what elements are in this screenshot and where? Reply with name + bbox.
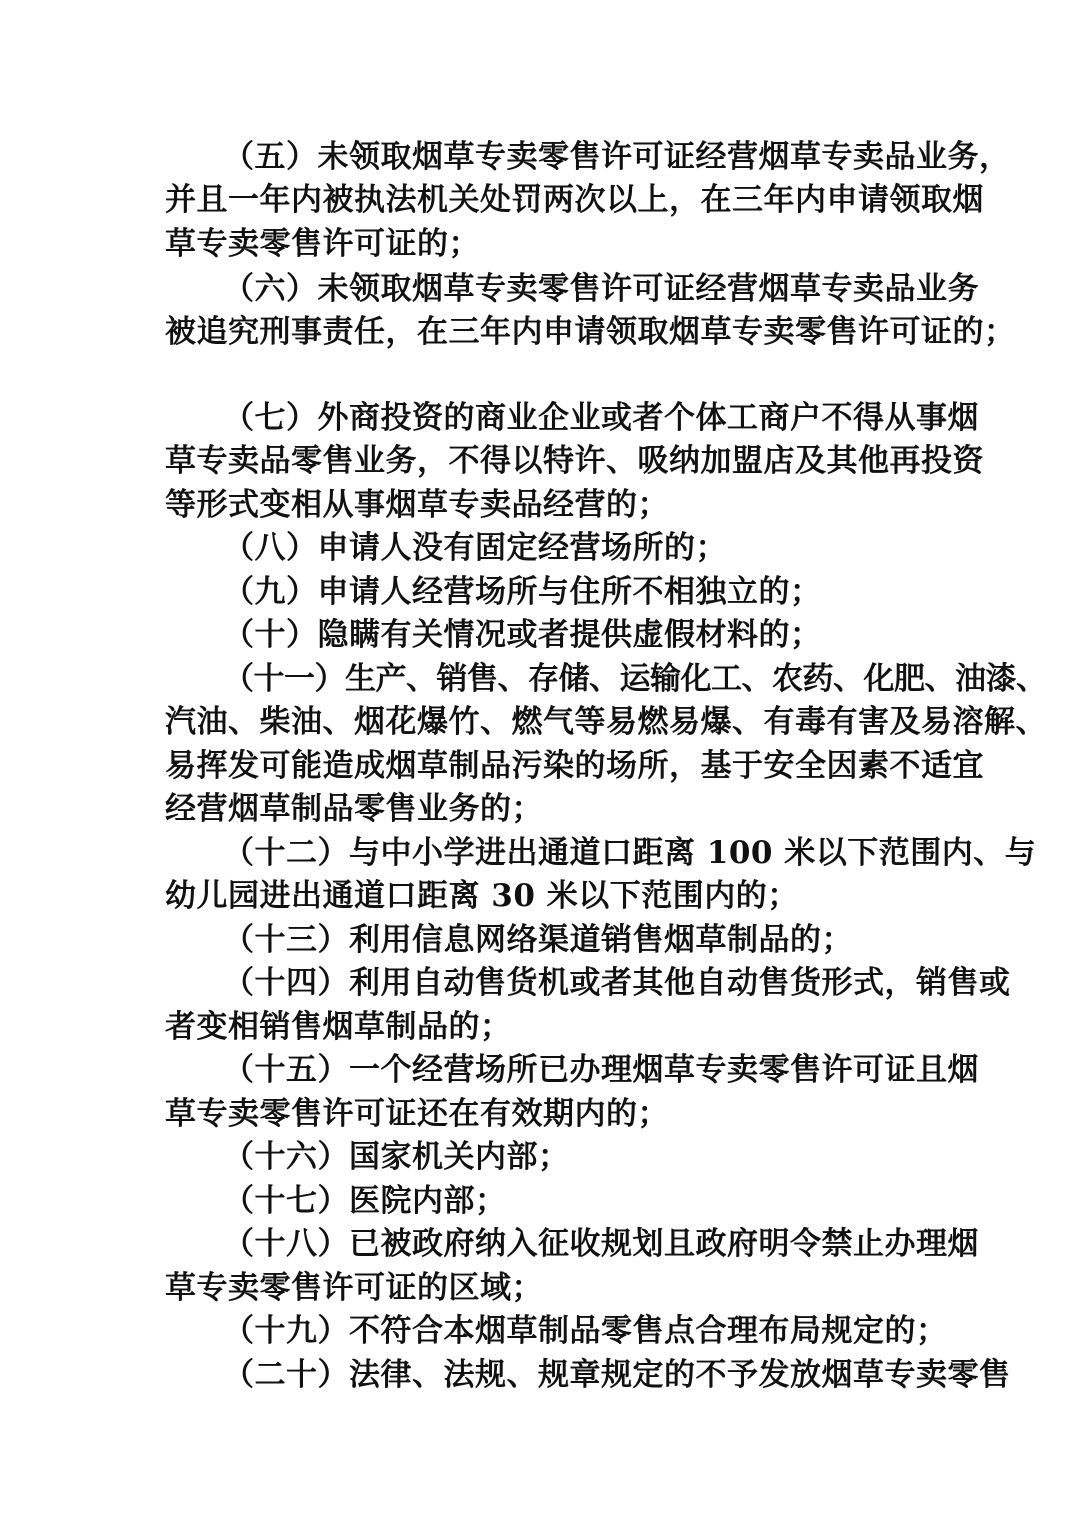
clause-7-line-2: 草专卖品零售业务，不得以特许、吸纳加盟店及其他再投资 — [165, 443, 984, 479]
clause-11-line-1: （十一）生产、销售、存储、运输化工、农药、化肥、油漆、 — [223, 661, 1047, 697]
clause-6-line-1: （六）未领取烟草专卖零售许可证经营烟草专卖品业务 — [223, 271, 979, 307]
clause-7-line-3: 等形式变相从事烟草专卖品经营的； — [165, 487, 669, 523]
clause-7-line-1: （七）外商投资的商业企业或者个体工商户不得从事烟 — [223, 400, 979, 436]
clause-15-line-1: （十五）一个经营场所已办理烟草专卖零售许可证且烟 — [223, 1052, 979, 1088]
clause-20-line-1: （二十）法律、法规、规章规定的不予发放烟草专卖零售 — [223, 1357, 1011, 1393]
clause-10-line-1: （十）隐瞒有关情况或者提供虚假材料的； — [223, 617, 822, 653]
clause-13-line-1: （十三）利用信息网络渠道销售烟草制品的； — [223, 922, 853, 958]
clause-19-line-1: （十九）不符合本烟草制品零售点合理布局规定的； — [223, 1313, 948, 1349]
clause-14-line-1: （十四）利用自动售货机或者其他自动售货形式，销售或 — [223, 965, 1011, 1001]
clause-16-line-1: （十六）国家机关内部； — [223, 1139, 570, 1175]
clause-11-line-4: 经营烟草制品零售业务的； — [165, 791, 543, 827]
clause-17-line-1: （十七）医院内部； — [223, 1183, 507, 1219]
clause-12-line-2: 幼儿园进出通道口距离 30 米以下范围内的； — [165, 878, 799, 914]
clause-6-line-2: 被追究刑事责任，在三年内申请领取烟草专卖零售许可证的； — [165, 314, 1016, 350]
clause-18-line-1: （十八）已被政府纳入征收规划且政府明令禁止办理烟 — [223, 1226, 979, 1262]
clause-5-line-1: （五）未领取烟草专卖零售许可证经营烟草专卖品业务， — [223, 139, 1011, 175]
clause-12-line-1: （十二）与中小学进出通道口距离 100 米以下范围内、与 — [223, 835, 1037, 871]
clause-11-line-3: 易挥发可能造成烟草制品污染的场所，基于安全因素不适宜 — [165, 748, 984, 784]
clause-8-line-1: （八）申请人没有固定经营场所的； — [223, 530, 727, 566]
clause-5-line-2: 并且一年内被执法机关处罚两次以上，在三年内申请领取烟 — [165, 182, 984, 218]
clause-11-line-2: 汽油、柴油、烟花爆竹、燃气等易燃易爆、有毒有害及易溶解、 — [165, 704, 1047, 740]
clause-15-line-2: 草专卖零售许可证还在有效期内的； — [165, 1096, 669, 1132]
clause-18-line-2: 草专卖零售许可证的区域； — [165, 1270, 543, 1306]
clause-5-line-3: 草专卖零售许可证的； — [165, 226, 480, 262]
clause-14-line-2: 者变相销售烟草制品的； — [165, 1009, 512, 1045]
clause-9-line-1: （九）申请人经营场所与住所不相独立的； — [223, 574, 822, 610]
